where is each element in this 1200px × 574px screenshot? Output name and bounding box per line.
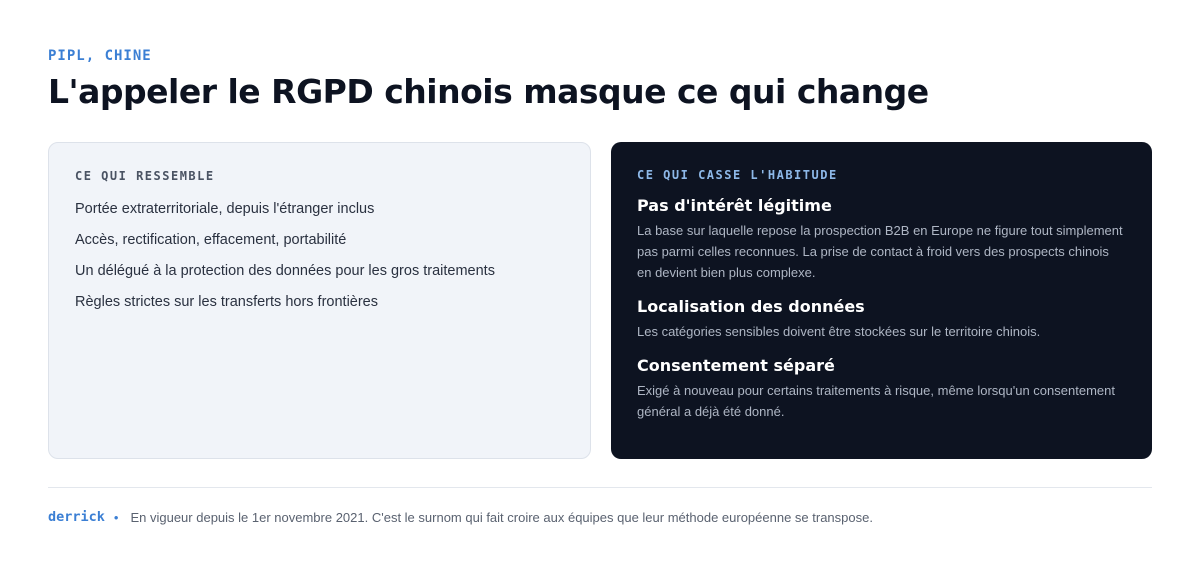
difference-title: Consentement séparé — [637, 356, 835, 375]
difference-item — [637, 196, 1126, 283]
footer-note: En vigueur depuis le 1er novembre 2021. C'est le surnom qui fait croire aux équipes que leur méthode européenne se transpose. — [130, 509, 873, 525]
difference-item — [637, 297, 1126, 342]
footer — [48, 509, 873, 525]
list-item: Règles strictes sur les transferts hors frontières — [75, 294, 378, 310]
separator-dot: • — [113, 509, 119, 525]
difference-description: Exigé à nouveau pour certains traitements à risque, même lorsqu'un consentement général a déjà été donné. — [637, 383, 1115, 419]
list-item: Accès, rectification, effacement, portabilité — [75, 232, 347, 248]
difference-description: Les catégories sensibles doivent être stockées sur le territoire chinois. — [637, 324, 1041, 339]
difference-title: Pas d'intérêt légitime — [637, 196, 832, 215]
differences-card — [611, 142, 1152, 459]
footer-divider — [48, 487, 1152, 488]
list-item: Portée extraterritoriale, depuis l'étranger inclus — [75, 201, 375, 217]
differences-label: CE QUI CASSE L'HABITUDE — [637, 168, 838, 182]
author-name: derrick — [48, 509, 105, 525]
similarities-list — [75, 199, 564, 312]
similarities-label: CE QUI RESSEMBLE — [75, 169, 215, 183]
difference-description: La base sur laquelle repose la prospection B2B en Europe ne figure tout simplement pas parmi celles reconnues. La prise de contact à froid vers des prospects chinois en devient bien plus complexe. — [637, 223, 1123, 280]
page-title: L'appeler le RGPD chinois masque ce qui change — [48, 72, 929, 111]
list-item: Un délégué à la protection des données pour les gros traitements — [75, 263, 495, 279]
difference-title: Localisation des données — [637, 297, 865, 316]
eyebrow-label: PIPL, CHINE — [48, 48, 152, 64]
difference-item — [637, 356, 1126, 422]
similarities-card — [48, 142, 591, 459]
